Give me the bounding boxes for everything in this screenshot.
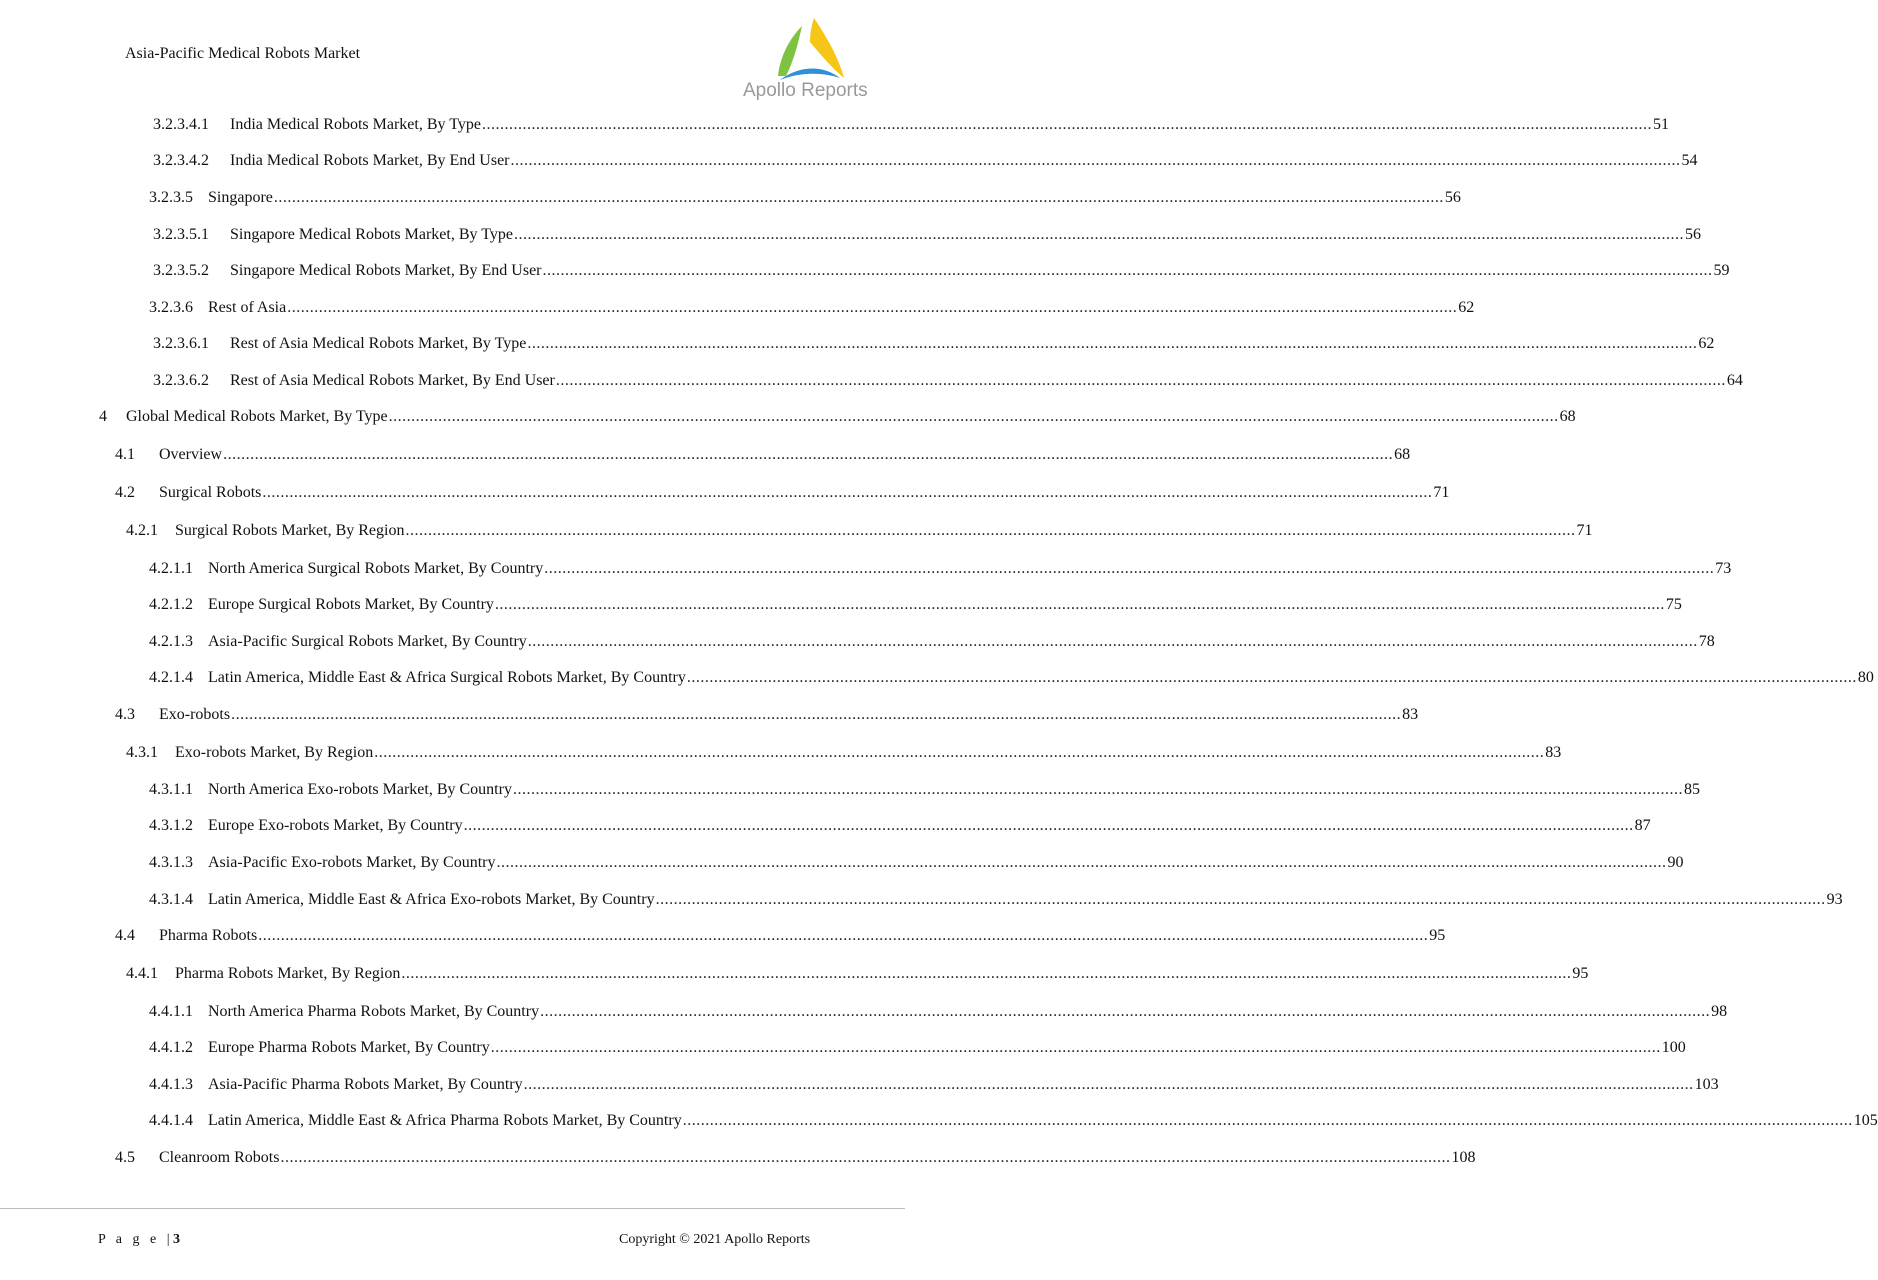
toc-section-title: Surgical Robots [159, 484, 262, 501]
toc-section-number: 4.2.1.4 [149, 669, 193, 686]
toc-entry[interactable] [149, 889, 1843, 911]
toc-section-number: 4.3.1.2 [149, 817, 193, 834]
document-title: Asia-Pacific Medical Robots Market [125, 45, 361, 62]
toc-section-title: Pharma Robots [159, 927, 258, 944]
toc-section-title: Rest of Asia Medical Robots Market, By End User [230, 372, 555, 389]
toc-dot-leader: .................................................................................................................................................................................................................................................................... [388, 408, 1559, 425]
toc-dot-leader: .................................................................................................................................................................................................................................................................... [401, 965, 1572, 982]
toc-section-title: Europe Exo-robots Market, By Country [208, 817, 463, 834]
toc-entry[interactable] [153, 333, 1715, 355]
toc-page-number: 103 [1694, 1076, 1719, 1093]
toc-dot-leader: .................................................................................................................................................................................................................................................................... [223, 446, 1394, 463]
toc-section-number: 4.2.1.1 [149, 560, 193, 577]
toc-dot-leader: .................................................................................................................................................................................................................................................................... [540, 1003, 1711, 1020]
logo-text: Apollo Reports [743, 80, 868, 101]
toc-entry[interactable] [126, 520, 1593, 542]
toc-entry[interactable] [149, 815, 1651, 837]
toc-entry[interactable] [149, 297, 1475, 319]
toc-entry[interactable] [149, 667, 1874, 689]
toc-page-number: 64 [1726, 372, 1743, 389]
toc-page-number: 87 [1634, 817, 1651, 834]
toc-entry[interactable] [149, 594, 1682, 616]
toc-entry[interactable] [149, 1074, 1719, 1096]
toc-section-title: Singapore Medical Robots Market, By Type [230, 226, 513, 243]
toc-section-title: Latin America, Middle East & Africa Pharma Robots Market, By Country [208, 1112, 682, 1129]
toc-dot-leader: .................................................................................................................................................................................................................................................................... [405, 522, 1576, 539]
toc-dot-leader: .................................................................................................................................................................................................................................................................... [481, 116, 1652, 133]
toc-page-number: 83 [1402, 706, 1419, 723]
toc-dot-leader: .................................................................................................................................................................................................................................................................... [258, 927, 1429, 944]
toc-section-number: 4.4.1.1 [149, 1003, 193, 1020]
toc-entry[interactable] [149, 1110, 1878, 1132]
toc-dot-leader: .................................................................................................................................................................................................................................................................... [494, 596, 1665, 613]
toc-page-number: 78 [1698, 633, 1715, 650]
toc-page-number: 59 [1713, 262, 1730, 279]
toc-section-title: Asia-Pacific Exo-robots Market, By Country [208, 854, 496, 871]
toc-section-title: Europe Surgical Robots Market, By Country [208, 596, 494, 613]
toc-section-number: 3.2.3.6.2 [153, 372, 209, 389]
toc-section-number: 4.4.1.2 [149, 1039, 193, 1056]
toc-section-number: 3.2.3.4.2 [153, 152, 209, 169]
toc-section-title: Pharma Robots Market, By Region [175, 965, 401, 982]
toc-page-number: 71 [1433, 484, 1450, 501]
toc-section-title: Global Medical Robots Market, By Type [126, 408, 388, 425]
toc-section-number: 3.2.3.5.2 [153, 262, 209, 279]
toc-page-number: 85 [1683, 781, 1700, 798]
toc-entry[interactable] [115, 1147, 1476, 1169]
toc-section-title: North America Pharma Robots Market, By Country [208, 1003, 540, 1020]
toc-section-number: 3.2.3.5 [149, 189, 193, 206]
toc-section-number: 4.3.1.3 [149, 854, 193, 871]
toc-section-title: Exo-robots [159, 706, 231, 723]
toc-section-number: 4.2.1.3 [149, 633, 193, 650]
toc-entry[interactable] [149, 631, 1715, 653]
toc-page-number: 93 [1826, 891, 1843, 908]
toc-page-number: 83 [1545, 744, 1562, 761]
toc-section-title: Rest of Asia Medical Robots Market, By Type [230, 335, 527, 352]
toc-entry[interactable] [149, 558, 1732, 580]
toc-dot-leader: .................................................................................................................................................................................................................................................................... [273, 189, 1444, 206]
toc-page-number: 95 [1429, 927, 1446, 944]
toc-entry[interactable] [153, 260, 1730, 282]
toc-section-title: Cleanroom Robots [159, 1149, 280, 1166]
toc-dot-leader: .................................................................................................................................................................................................................................................................... [527, 335, 1698, 352]
toc-dot-leader: .................................................................................................................................................................................................................................................................... [542, 262, 1713, 279]
toc-page-number: 73 [1715, 560, 1732, 577]
toc-entry[interactable] [149, 852, 1684, 874]
toc-entry[interactable] [126, 742, 1562, 764]
toc-page-number: 95 [1572, 965, 1589, 982]
toc-page-number: 51 [1652, 116, 1669, 133]
toc-section-number: 4.4.1.4 [149, 1112, 193, 1129]
toc-dot-leader: .................................................................................................................................................................................................................................................................... [513, 226, 1684, 243]
toc-section-title: North America Surgical Robots Market, By Country [208, 560, 544, 577]
toc-section-title: Singapore Medical Robots Market, By End User [230, 262, 542, 279]
toc-section-title: Latin America, Middle East & Africa Exo-robots Market, By Country [208, 891, 655, 908]
toc-page-number: 68 [1394, 446, 1411, 463]
copyright-notice: Copyright © 2021 Apollo Reports [619, 1232, 811, 1247]
page-label: P a g e | [98, 1232, 173, 1247]
toc-section-title: India Medical Robots Market, By End User [230, 152, 510, 169]
toc-section-number: 4.4.1 [126, 965, 158, 982]
toc-page-number: 75 [1665, 596, 1682, 613]
toc-dot-leader: .................................................................................................................................................................................................................................................................... [231, 706, 1402, 723]
toc-dot-leader: .................................................................................................................................................................................................................................................................... [463, 817, 1634, 834]
toc-section-title: Surgical Robots Market, By Region [175, 522, 405, 539]
toc-entry[interactable] [153, 150, 1698, 172]
toc-dot-leader: .................................................................................................................................................................................................................................................................... [490, 1039, 1661, 1056]
toc-section-title: Exo-robots Market, By Region [175, 744, 374, 761]
toc-dot-leader: .................................................................................................................................................................................................................................................................... [287, 299, 1458, 316]
toc-entry[interactable] [149, 779, 1700, 801]
toc-page-number: 98 [1711, 1003, 1728, 1020]
toc-page-number: 80 [1857, 669, 1874, 686]
toc-section-title: Asia-Pacific Pharma Robots Market, By Country [208, 1076, 523, 1093]
toc-dot-leader: .................................................................................................................................................................................................................................................................... [374, 744, 1545, 761]
toc-section-title: Latin America, Middle East & Africa Surgical Robots Market, By Country [208, 669, 686, 686]
toc-dot-leader: .................................................................................................................................................................................................................................................................... [512, 781, 1683, 798]
toc-section-number: 4.3.1.4 [149, 891, 193, 908]
toc-dot-leader: .................................................................................................................................................................................................................................................................... [523, 1076, 1694, 1093]
toc-dot-leader: .................................................................................................................................................................................................................................................................... [544, 560, 1715, 577]
toc-entry[interactable] [149, 1001, 1728, 1023]
toc-section-title: Singapore [208, 189, 273, 206]
toc-dot-leader: .................................................................................................................................................................................................................................................................... [555, 372, 1726, 389]
toc-dot-leader: .................................................................................................................................................................................................................................................................... [686, 669, 1857, 686]
toc-section-number: 3.2.3.6 [149, 299, 193, 316]
toc-section-title: Asia-Pacific Surgical Robots Market, By Country [208, 633, 527, 650]
toc-page-number: 62 [1698, 335, 1715, 352]
toc-entry[interactable] [149, 187, 1461, 209]
toc-entry[interactable] [153, 370, 1743, 392]
toc-dot-leader: .................................................................................................................................................................................................................................................................... [527, 633, 1698, 650]
toc-page-number: 105 [1853, 1112, 1878, 1129]
toc-section-number: 4.2.1.2 [149, 596, 193, 613]
toc-section-number: 4.4 [115, 927, 135, 944]
toc-page-number: 56 [1684, 226, 1701, 243]
toc-dot-leader: .................................................................................................................................................................................................................................................................... [262, 484, 1433, 501]
toc-entry[interactable] [115, 704, 1419, 726]
logo-mark-icon [740, 14, 880, 84]
toc-section-number: 4.5 [115, 1149, 135, 1166]
toc-section-number: 4.4.1.3 [149, 1076, 193, 1093]
toc-section-title: India Medical Robots Market, By Type [230, 116, 481, 133]
toc-section-number: 4.3.1 [126, 744, 158, 761]
toc-entry[interactable] [115, 925, 1446, 947]
toc-page-number: 71 [1576, 522, 1593, 539]
toc-section-number: 4.2.1 [126, 522, 158, 539]
toc-section-number: 3.2.3.5.1 [153, 226, 209, 243]
toc-page-number: 68 [1559, 408, 1576, 425]
apollo-reports-logo [740, 14, 880, 106]
toc-entry[interactable] [115, 482, 1450, 504]
toc-page-number: 54 [1681, 152, 1698, 169]
toc-page-number: 90 [1667, 854, 1684, 871]
toc-section-number: 3.2.3.6.1 [153, 335, 209, 352]
toc-section-title: Rest of Asia [208, 299, 287, 316]
toc-section-number: 4.3.1.1 [149, 781, 193, 798]
page-number-value: 3 [173, 1232, 180, 1247]
toc-entry[interactable] [153, 114, 1669, 136]
toc-entry[interactable] [149, 1037, 1686, 1059]
toc-entry[interactable] [126, 963, 1589, 985]
toc-page-number: 62 [1458, 299, 1475, 316]
toc-dot-leader: .................................................................................................................................................................................................................................................................... [280, 1149, 1451, 1166]
toc-dot-leader: .................................................................................................................................................................................................................................................................... [682, 1112, 1853, 1129]
toc-entry[interactable] [99, 406, 1576, 428]
toc-section-number: 4.1 [115, 446, 135, 463]
toc-page-number: 100 [1661, 1039, 1686, 1056]
toc-dot-leader: .................................................................................................................................................................................................................................................................... [510, 152, 1681, 169]
toc-section-number: 4 [99, 408, 107, 425]
toc-section-number: 3.2.3.4.1 [153, 116, 209, 133]
page-number [98, 1232, 180, 1248]
toc-section-title: Europe Pharma Robots Market, By Country [208, 1039, 490, 1056]
toc-page-number: 108 [1451, 1149, 1476, 1166]
toc-section-title: North America Exo-robots Market, By Country [208, 781, 512, 798]
toc-section-number: 4.2 [115, 484, 135, 501]
toc-page-number: 56 [1444, 189, 1461, 206]
toc-dot-leader: .................................................................................................................................................................................................................................................................... [655, 891, 1826, 908]
footer-divider [0, 1208, 905, 1209]
toc-entry[interactable] [115, 444, 1411, 466]
toc-dot-leader: .................................................................................................................................................................................................................................................................... [496, 854, 1667, 871]
toc-entry[interactable] [153, 224, 1701, 246]
toc-section-number: 4.3 [115, 706, 135, 723]
toc-section-title: Overview [159, 446, 223, 463]
